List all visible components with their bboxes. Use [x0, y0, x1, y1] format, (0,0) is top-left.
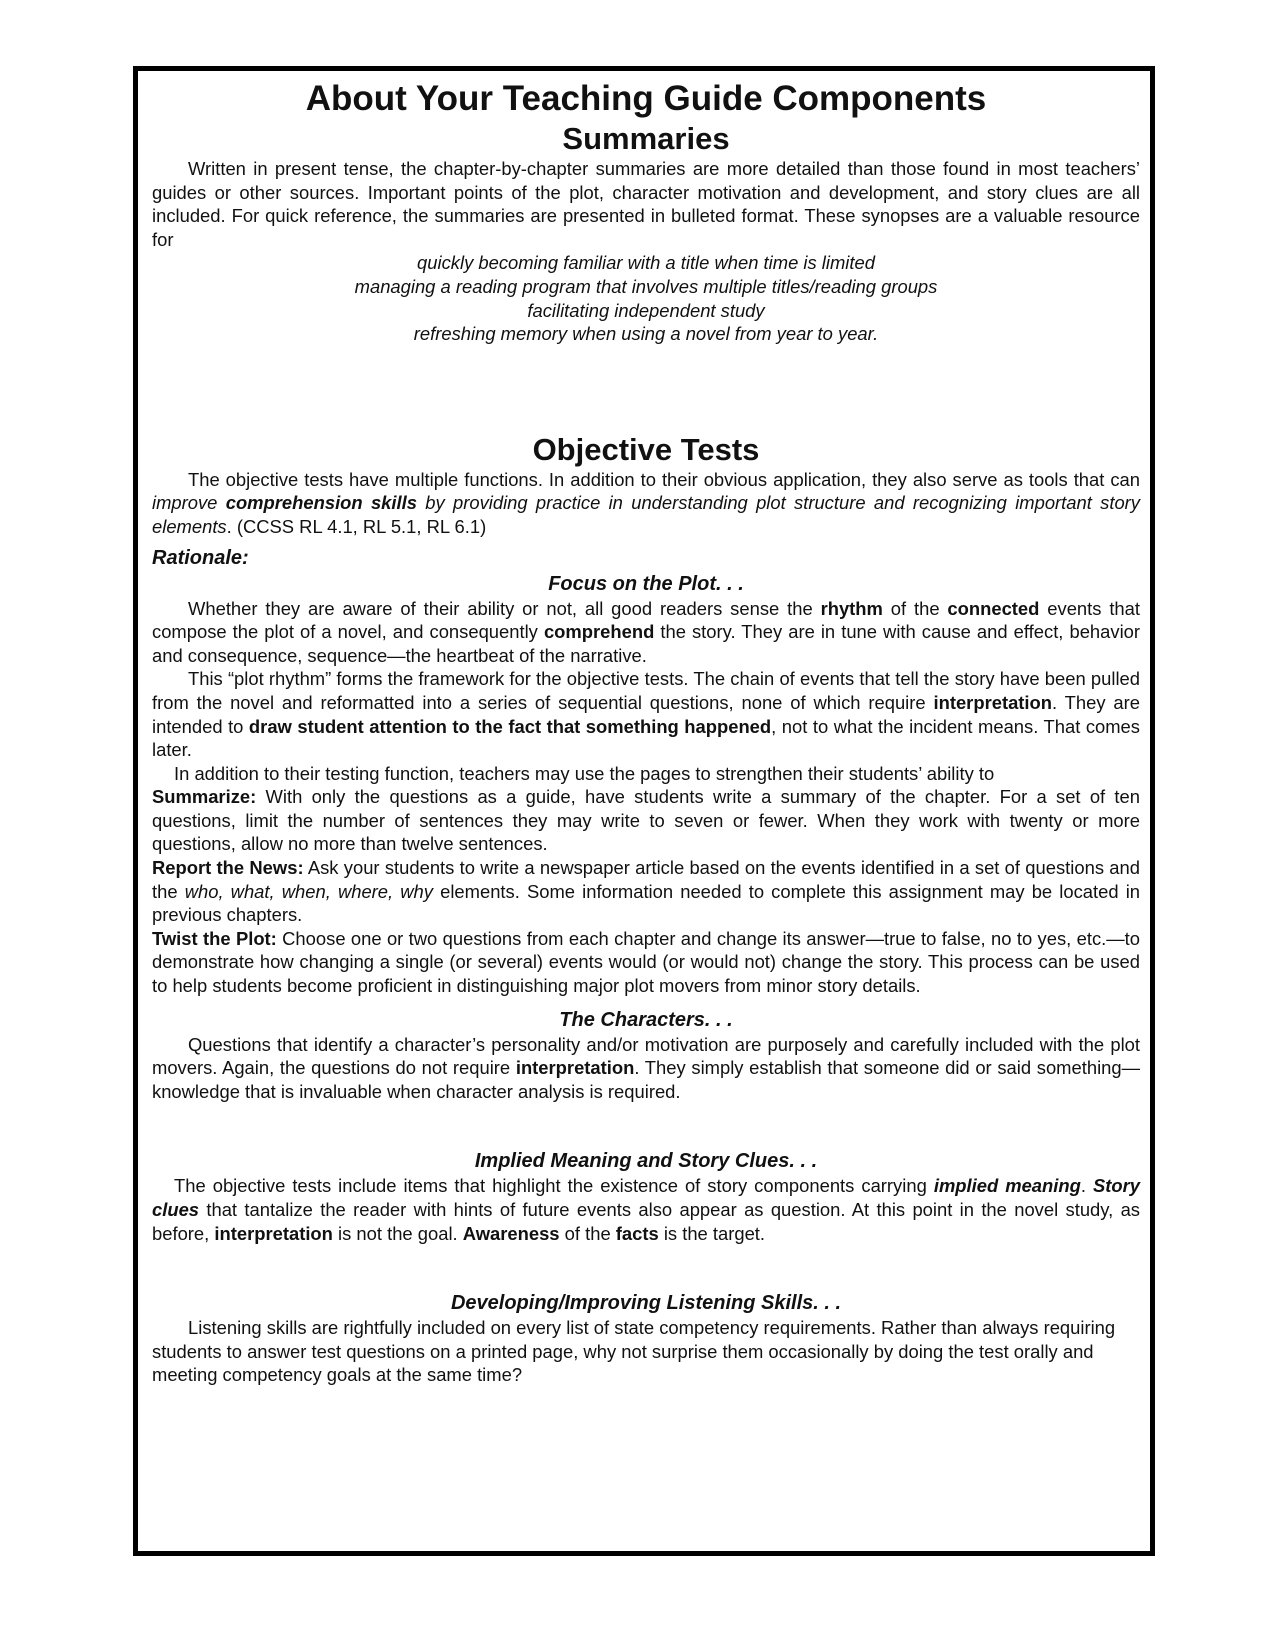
twist-plot-paragraph: Twist the Plot: Choose one or two questions from each chapter and change its answer—true to false, no to yes, etc.—to demonstrate how changing a single (or several) events would (or would not) change the story. This process can be used to help students become proficient in distinguishing major plot movers from minor story details.	[152, 927, 1140, 997]
bullet-item: quickly becoming familiar with a title when time is limited	[417, 252, 875, 274]
plot-subheading: Focus on the Plot. . .	[548, 572, 744, 595]
summaries-heading: Summaries	[562, 121, 730, 156]
implied-meaning-subheading: Implied Meaning and Story Clues. . .	[474, 1150, 818, 1173]
summaries-bullet-list	[152, 251, 1140, 345]
objective-tests-heading: Objective Tests	[532, 431, 760, 467]
listening-skills-paragraph: Listening skills are rightfully included on every list of state competency requirements. Rather than always requiring students to answer test questions on a printed page, why not surprise them occasionally by doing the test orally and meeting competency goals at the same time?	[152, 1317, 1116, 1386]
plot-paragraph-2: This “plot rhythm” forms the framework for the objective tests. The chain of events that tell the story have been pulled from the novel and reformatted into a series of sequential questions, none of which require interpretation. They are intended to draw student attention to the fact that something happened, not to what the incident means. That comes later.	[152, 668, 1140, 761]
bullet-item: refreshing memory when using a novel from year to year.	[413, 323, 879, 345]
page-title: About Your Teaching Guide Components	[305, 79, 987, 118]
page-border	[133, 66, 1155, 1556]
implied-meaning-paragraph: The objective tests include items that highlight the existence of story components carrying implied meaning. Story clues that tantalize the reader with hints of future events also appear as question. At this point in the novel study, as before, interpretation is not the goal. Awareness of the facts is the target.	[152, 1175, 1140, 1244]
characters-subheading: The Characters. . .	[559, 1008, 733, 1031]
bullet-item: managing a reading program that involves multiple titles/reading groups	[354, 275, 938, 297]
rationale-label: Rationale:	[152, 546, 249, 569]
report-news-paragraph: Report the News: Ask your students to write a newspaper article based on the events identified in a set of questions and the who, what, when, where, why elements. Some information needed to complete this assignment may be located in previous chapters.	[152, 857, 1141, 926]
objective-tests-paragraph: The objective tests have multiple functions. In addition to their obvious application, they also serve as tools that can improve comprehension skills by providing practice in understanding plot structure and recognizing important story elements. (CCSS RL 4.1, RL 5.1, RL 6.1)	[152, 468, 1140, 537]
summarize-paragraph: Summarize: With only the questions as a guide, have students write a summary of the chapter. For a set of ten questions, limit the number of sentences they may write to seven or fewer. When they work with twenty or more questions, allow no more than twelve sentences.	[152, 786, 1140, 855]
plot-paragraph-3: In addition to their testing function, teachers may use the pages to strengthen their students’ ability to	[174, 762, 995, 784]
listening-skills-subheading: Developing/Improving Listening Skills. . .	[450, 1292, 842, 1315]
plot-paragraph-1: Whether they are aware of their ability or not, all good readers sense the rhythm of the connected events that compose the plot of a novel, and consequently comprehend the story. They are in tune with cause and effect, behavior and consequence, sequence—the heartbeat of the narrative.	[152, 597, 1141, 666]
characters-paragraph: Questions that identify a character’s personality and/or motivation are purposely and carefully included with the plot movers. Again, the questions do not require interpretation. They simply establish that someone did or said something—knowledge that is invaluable when character analysis is required.	[152, 1033, 1141, 1102]
page-content	[152, 77, 1140, 1387]
summaries-paragraph: Written in present tense, the chapter-by-chapter summaries are more detailed than those found in most teachers’ guides or other sources. Important points of the plot, character motivation and development, and story clues are all included. For quick reference, the summaries are presented in bulleted format. These synopses are a valuable resource for	[152, 158, 1140, 250]
bullet-item: facilitating independent study	[527, 299, 765, 321]
